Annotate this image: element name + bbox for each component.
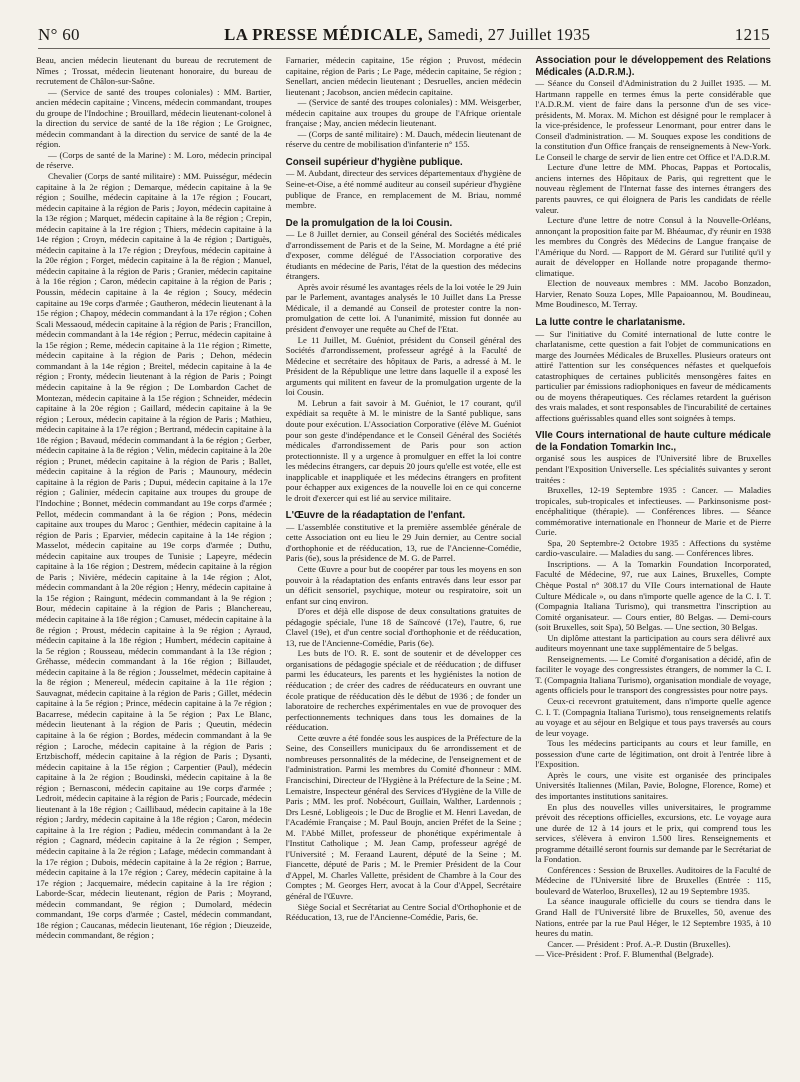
section-heading: Association pour le développement des Relations Médicales (A.D.R.M.). — [535, 55, 772, 78]
paragraph: Ceux-ci recevront gratuitement, dans n'importe quelle agence C. I. T. (Compagnia Italiana Turismo), tous renseignements relatifs au voyage et au séjour en Belgique et tous pays traversés au cours de leur voyage. — [535, 696, 772, 738]
masthead — [224, 25, 590, 45]
paragraph: Siège Social et Secrétariat au Centre Social d'Orthophonie et de Rééducation, 13, rue de l'Ancienne-Comédie, Paris, 6e. — [285, 901, 522, 923]
paragraph: Conférences : Session de Bruxelles. Auditoires de la Faculté de Médecine de l'Université libre de Bruxelles (Entrée : 115, boulevard de Waterloo, Bruxelles), 12 au 19 Septembre 1935. — [535, 864, 772, 896]
paragraph: — Le 8 Juillet dernier, au Conseil général des Sociétés médicales d'arrondissement de Paris et de la Seine, M. Mordagne a été prié d'exposer, comme délégué de l'Association corporative des étudiants en médecine de Paris, l'état de la question des médecins étrangers. — [285, 229, 522, 282]
paragraph: Inscriptions. — A la Tomarkin Foundation Incorporated, Faculté de Médecine, 97, rue aux Laines, Bruxelles, Compte Chèque Postal n° 308.17 du VIIe Cours international de Haute Culture Médicale », ou dans n'importe quelle agence de la C. I. T. (Compagnia Italiana Turismo), qui transmettra l'inscription au Comité organisateur. — Cours entier, 80 Belgas. — Demi-cours (soit Bruxelles, soit Spa), 50 Belgas. — Une section, 30 Belgas. — [535, 558, 772, 633]
paragraph: — (Service de santé des troupes coloniales) : MM. Bartier, ancien médecin capitaine ; Vincens, médecin commandant, troupes du groupe de l'Indochine ; Brouillard, médecin lieutenant-colonel à la direction du service de santé de la 18e région ; Le Groignec, médecin commandant à la direction du service de santé de la 4e région. — [36, 86, 272, 150]
page-number: 1215 — [734, 25, 770, 44]
paragraph: organisé sous les auspices de l'Université libre de Bruxelles pendant l'Exposition Universelle. Les spécialités suivantes y seront traitées : — [535, 453, 772, 485]
paragraph: Cette Œuvre a pour but de coopérer par tous les moyens en son pouvoir à la réadaptation des enfants entravés dans leur essor par un déficit sensoriel, psychique, moteur ou respiratoire, soit un enfant sur cinq environ. — [285, 564, 522, 606]
paragraph: Après le cours, une visite est organisée des principales Universités Italiennes (Milan, Pavie, Bologne, Florence, Rome) et des importantes institutions sanitaires. — [535, 769, 772, 801]
paragraph: — Séance du Conseil d'Administration du 2 Juillet 1935. — M. Hartmann rappelle en termes émus la perte considérable que l'A.D.R.M. vient de faire dans la personne d'un de ses vice-présidents, M. Morax. M. Michon est désigné pour le remplacer à la vice-présidence, le professeur Lenormant, pour entrer dans le Conseil d'administration. — M. Souques expose les conditions de la constitution d'un Office français de renseignements à New-York. Le Conseil le charge de servir de lien entre cet Office et l'A.D.R.M. — [535, 78, 772, 162]
paragraph: Bruxelles, 12-19 Septembre 1935 : Cancer. — Maladies tropicales, sub-tropicales et infectieuses. — Parkinsonisme post-encéphalitique (thérapie). — Conférences libres. — Séance commémorative internationale en l'honneur de Marie et de Pierre Curie. — [535, 485, 772, 538]
paragraph: Cancer. — Président : Prof. A.-P. Dustin (Bruxelles). — [547, 938, 731, 949]
paragraph: Renseignements. — Le Comité d'organisation a décidé, afin de faciliter le voyage des congressistes étrangers, de nommer la C. I. T. (Compagnia Italiana Turismo), organisation mondiale de voyage, agents officiels pour le transport des congressistes pour notre pays. — [535, 653, 772, 696]
journal-title: LA PRESSE MÉDICALE, — [224, 25, 424, 44]
paragraph: Farnarier, médecin capitaine, 15e région ; Pruvost, médecin capitaine, région de Paris ; Le Page, médecin capitaine, 5e région ; Senellart, ancien médecin lieutenant ; Desruelles, ancien médecin lieutenant ; Jacobson, ancien médecin capitaine. — [285, 55, 522, 97]
page-header — [38, 22, 770, 49]
paragraph: En plus des nouvelles villes universitaires, le programme prévoit des réceptions officielles, excursions, etc. Le voyage aura une durée de 12 à 14 jours et le prix, qui comprend tous les services, s'élèvera à environ 1.500 lires. Renseignements et programme détaillé seront fournis sur demande par le Secrétariat de la Fondation. — [535, 801, 772, 865]
paragraph: — (Corps de santé de la Marine) : M. Loro, médecin principal de réserve. — [36, 149, 272, 171]
paragraph: Les buts de l'O. R. E. sont de soutenir et de développer ces organisations de pédagogie spéciale et de rééducation ; de diffuser parmi les éducateurs, les parents et les hygiénistes la notion de rééducation ; de créer des cadres de rééducateurs en ouvrant une école pratique de rééducation dès le début de 1936 ; de fonder un laboratoire de recherches expérimentales en vue de provoquer des perfectionnements techniques dans tous les domaines de la rééducation. — [285, 648, 522, 733]
paragraph: D'ores et déjà elle dispose de deux consultations gratuites de pédagogie spéciale, l'une 18 de Saïncové (17e), l'autre, 6, rue Clavel (19e), et d'un centre social d'orthophonie et de rééducation, 13, rue de l'Ancienne-Comédie, Paris (6e). — [285, 606, 522, 648]
paragraph: — M. Aubdant, directeur des services départementaux d'hygiène de Seine-et-Oise, a été nommé auditeur au conseil supérieur d'hygiène publique de France, en remplacement de M. Briau, nommé membre. — [285, 168, 522, 211]
paragraph: Lecture d'une lettre de notre Consul à la Nouvelle-Orléans, annonçant la proposition faite par M. Bhéaumac, d'y réunir en 1938 les membres du Congrès des Médecins de Langue française de l'Amérique du Nord. — Rapport de M. Gérard sur l'utilité qu'il y aurait de développer en Hollande notre propagande thermo-climatique. — [535, 215, 772, 278]
paragraph: — (Corps de santé militaire) : M. Dauch, médecin lieutenant de réserve du centre de mobilisation d'infanterie n° 155. — [285, 128, 522, 150]
column-middle — [286, 55, 522, 1077]
paragraph: Tous les médecins participants au cours et leur famille, en possession d'une carte de légitimation, ont droit à l'entrée libre à l'Exposition. — [535, 738, 772, 770]
paragraph: — Sur l'initiative du Comité international de lutte contre le charlatanisme, cette question a fait l'objet de communications en marge des Journées Médicales de Bruxelles. Plusieurs orateurs ont attiré l'attention sur les conséquences néfastes et quelquefois catastrophiques de certaines publicités mensongères faites en particulier par émissions radiophoniques en faveur de médicaments ou de moyens thérapeutiques. Ces réclames retardent la guérison des vrais malades, et sont responsables de l'incurabilité de certaines affections guérissables quand elles sont soignées à temps. — [535, 328, 772, 423]
column-right — [535, 55, 771, 1077]
issue-date: Samedi, 27 Juillet 1935 — [427, 25, 591, 44]
article-columns — [36, 55, 771, 1077]
paragraph: M. Lebrun a fait savoir à M. Guéniot, le 17 courant, qu'il expédiait sa requête à M. le ministre de la Santé publique, sans doute pour exécution. L'Association Corporative (élève M. Guéniot pour son geste d'indépendance et le Conseil Général des Sociétés médicales d'arrondissement de Paris pour son action protectionniste. Il y a urgence à promulguer en effet la loi contre les médecins étrangers, car depuis 20 jours qu'elle est votée, elle est inapplicable et inappliquée et les médecins étrangers en profitent pour échapper aux exigences de la nouvelle loi en ce qui concerne le droit d'exercer qui est lié au service militaire. — [285, 397, 522, 503]
section-heading: La lutte contre le charlatanisme. — [535, 317, 686, 329]
section-heading: De la promulgation de la loi Cousin. — [285, 217, 453, 229]
paragraph: Cette œuvre a été fondée sous les auspices de la Préfecture de la Seine, des Conseillers municipaux du 6e arrondissement et de nombreuses personnalités de la médecine, de l'enseignement et de l'administration. Parmi les membres du Comité d'honneur : MM. Francischini, Directeur de l'Hygiène à la Préfecture de la Seine ; M. Lemaistre, Inspecteur général des Services d'Hygiène de la Ville de Paris ; MM. les prof. Nobécourt, Guillain, Walther, Lardennois ; Drs Lesné, Lobligeois ; le Duc de Broglie et M. Henri Lavedan, de l'Académie Française ; M. Paul Boujn, ancien Préfet de la Seine ; M. l'Abbé Millet, professeur de phonétique expérimentale à l'Institut Catholique ; M. Jean Camp, professeur agrégé de l'Université ; M. Feraand Laurent, député de la Seine ; M. Fiancette, député de Paris ; M. le Premier Président de la Cour d'Appel, M. Charles Vallette, président de Chambre à la Cour des Comptes ; M. Georges Herr, avocat à la Cour d'Appel, Secrétaire général de l'Œuvre. — [285, 732, 522, 901]
paragraph: — Vice-Président : Prof. F. Blumenthal (Belgrade). — [535, 949, 714, 960]
paragraph: — L'assemblée constitutive et la première assemblée générale de cette Association ont eu lieu le 29 Juin dernier, au Centre social d'orthophonie et de rééducation, 13, rue de l'Ancienne-Comédie, Paris (6e), sous la présidence de M. G. de Parrel. — [285, 521, 522, 564]
issue-number: N° 60 — [38, 25, 80, 44]
section-heading: VIIe Cours international de haute culture médicale de la Fondation Tomarkin Inc., — [535, 430, 772, 453]
paragraph: — (Service de santé des troupes coloniales) : MM. Weisgerber, médecin capitaine aux troupes du groupe de l'Afrique orientale française ; May, ancien médecin lieutenant. — [285, 97, 522, 129]
paragraph: Un diplôme attestant la participation au cours sera délivré aux auditeurs moyennant une taxe supplémentaire de 5 belgas. — [535, 632, 772, 654]
paragraph: Le 11 Juillet, M. Guéniot, président du Conseil général des Sociétés d'arrondissement, professeur agrégé à la Faculté de Médecine et secrétaire des hôpitaux de Paris, a adressé à M. le Président de la République une lettre dans laquelle il a exposé les arguments qui militent en faveur de la promulgation urgente de la loi Cousin. — [285, 334, 522, 398]
paragraph: Après avoir résumé les avantages réels de la loi votée le 29 Juin par le Parlement, avantages analysés le 10 Juillet dans La Presse Médicale, il a demandé au Conseil de protester contre la non-promulgation de cette loi. A l'unanimité, mission fut donnée au président d'envoyer une requête au Chef de l'Etat. — [285, 281, 522, 335]
paragraph: Chevalier (Corps de santé militaire) : MM. Puisségur, médecin capitaine à la 2e région ; Demarque, médecin capitaine à la 9e région ; Souilhe, médecin capitaine à la 17e région ; Foucart, médecin capitaine à la région de Paris ; Joyon, médecin capitaine à la 13e région ; Marquet, médecin capitaine à la 8e région ; Crepin, médecin capitaine à la 1re région ; Thiers, médecin capitaine à la 14e région ; Croyn, médecin capitaine à la 4e région ; Dartiguès, médecin capitaine à la 17e région ; Dreyfous, médecin capitaine à la 20e région ; Forget, médecin capitaine à la 8e région ; Manuel, médecin capitaine à la région de Paris ; Granier, médecin capitaine à la 16e région ; Caron, médecin capitaine à la région de Paris ; Poussin, médecin capitaine à la 4e région ; Soucy, médecin capitaine au 19e corps d'armée ; Gautheron, médecin lieutenant à la 15e région ; Chapoy, médecin commandant à la 17e région ; Cohen Scali Messaoud, médecin capitaine à la région de Paris ; Francillon, médecin commandant à la 14e région ; Perruc, médecin capitaine à la 15e région ; Reme, médecin capitaine à la 11e région ; Rimette, médecin capitaine à la région de Paris ; Dehon, médecin commandant à la 14e région ; Breitel, médecin capitaine à la 4e région ; Fronty, médecin lieutenant à la région de Paris ; Poingt médecin capitaine à la 9e région ; De Lombardon Cachet de Montezan, médecin capitaine à la 15e région ; Schneider, médecin capitaine à la 20e région ; Gaillard, médecin capitaine à la 9e région ; Leroux, médecin capitaine à la région de Paris ; Mathieu, médecin capitaine à la 17e région ; Bertrand, médecin capitaine à la 18e région ; Bavaud, médecin commandant à la 6e région ; Gerber, médecin capitaine à la 8e région ; Velin, médecin capitaine à la 20e région ; Prunet, médecin capitaine à la région de Paris ; Ballet, médecin capitaine à la région de Paris ; Maunoury, médecin capitaine à la région de Paris ; Dupui, médecin capitaine à la 17e région ; Galinier, médecin capitaine aux troupes du groupe de l'Indochine ; Bonnet, médecin commandant au 19e corps d'armée ; Pellot, médecin commandant à la 6e région ; Pons, médecin capitaine aux troupes du Maroc ; Genthier, médecin capitaine à la région de Paris ; Eparvier, médecin capitaine à la 14e région ; Masselot, médecin capitaine au 19e corps d'armée ; Duthu, médecin capitaine aux troupes de Tunisie ; Lapeyre, médecin capitaine à la 16e région ; Destrem, médecin capitaine à la région de Paris ; Nivière, médecin capitaine à la 14e région ; Alot, médecin commandant à la 20e région ; Henry, médecin capitaine à la 15e région ; Raingunt, médecin commandant à la 9e région ; Bour, médecin capitaine à la région de Paris ; Blanchereau, médecin capitaine à la 18e région ; Camuset, médecin capitaine à la 8e région ; Proust, médecin capitaine à la 9e région ; Ayraud, médecin capitaine à la 18e région ; Humbert, médecin capitaine à la 5e région ; Rousseau, médecin commandant à la 13e région ; Gréhasse, médecin commandant à la 16e région ; Billaudet, médecin capitaine à la 8e région ; Jousselmet, médecin capitaine à la 8e région ; Menereul, médecin capitaine à la 11e région ; Sauvagnat, médecin capitaine à la région de Paris ; Gillet, médecin capitaine à la 5e région ; Prince, médecin capitaine à la 7e région ; Bacarrese, médecin capitaine à la 5e région ; Pax Le Blanc, médecin lieutenant à la région de Paris ; Queutin, médecin capitaine à la 6e région ; Bordes, médecin commandant à la 9e région ; Laroche, médecin capitaine à la région de Paris ; Ertzbischoff, médecin capitaine à la région de Paris ; Dysanti, médecin capitaine à la 15e région ; Carpentier (Paul), médecin capitaine à la 2e région ; Boudinski, médecin capitaine à la 8e région ; Bernasconi, médecin capitaine au 19e corps d'armée ; Ledroit, médecin capitaine à la région de Paris ; Fourcade, médecin lieutenant à la 18e région ; Caillibaud, médecin capitaine à la 18e région ; Jardry, médecin capitaine à la 18e région ; Caron, médecin capitaine à la 1re région ; Padieu, médecin commandant à la 2e région ; Cagnard, médecin capitaine à la 2e région ; Semper, médecin capitaine à la 2e région ; Lafage, médecin commandant à la 17e région ; Dubois, médecin capitaine à la 2e région ; Barrue, médecin capitaine à la 17e région ; Carey, médecin capitaine à la 17e région ; Jacquemaire, médecin capitaine à la 1re région ; Laborde-Scar, médecin lieutenant, région de Paris ; Moyrand, médecin commandant, 9e région ; Dumolard, médecin commandant, 19e corps d'armée ; Castel, médecin commandant, 18e région ; Caucanas, médecin lieutenant, 16e région ; Dieuzeide, médecin commandant, 8e région ; — [36, 171, 272, 941]
paragraph: Election de nouveaux membres : MM. Jacobo Bonzadon, Harvier, Renato Souza Lopes, Mlle Papaioannou, M. Boudineau, Mme Boudinesco, M. Terray. — [535, 278, 772, 310]
paragraph: La séance inaugurale officielle du cours se tiendra dans le Grand Hall de l'Université libre de Bruxelles, 50, avenue des Nations, entrée par la rue Paul Héger, le 12 Septembre 1935, à 10 heures du matin. — [535, 896, 772, 939]
column-left — [36, 55, 272, 1077]
paragraph: Beau, ancien médecin lieutenant du bureau de recrutement de Nîmes ; Trossat, médecin lieutenant honoraire, du bureau de recrutement de Châlon-sur-Saône. — [36, 55, 272, 87]
paragraph: Lecture d'une lettre de MM. Phocas, Pappas et Portocalis, anciens internes des Hôpitaux de Paris, qui regrettent que le nouveau règlement de l'Internat fasse des internes étrangers des parents pauvres, ce qui éloignera de Paris les candidats de réelle valeur. — [535, 162, 772, 215]
section-heading: L'Œuvre de la réadaptation de l'enfant. — [285, 510, 466, 522]
paragraph: Spa, 20 Septembre-2 Octobre 1935 : Affections du système cardio-vasculaire. — Maladies du sang. — Conférences libres. — [535, 537, 772, 559]
section-heading: Conseil supérieur d'hygiène publique. — [285, 156, 463, 168]
